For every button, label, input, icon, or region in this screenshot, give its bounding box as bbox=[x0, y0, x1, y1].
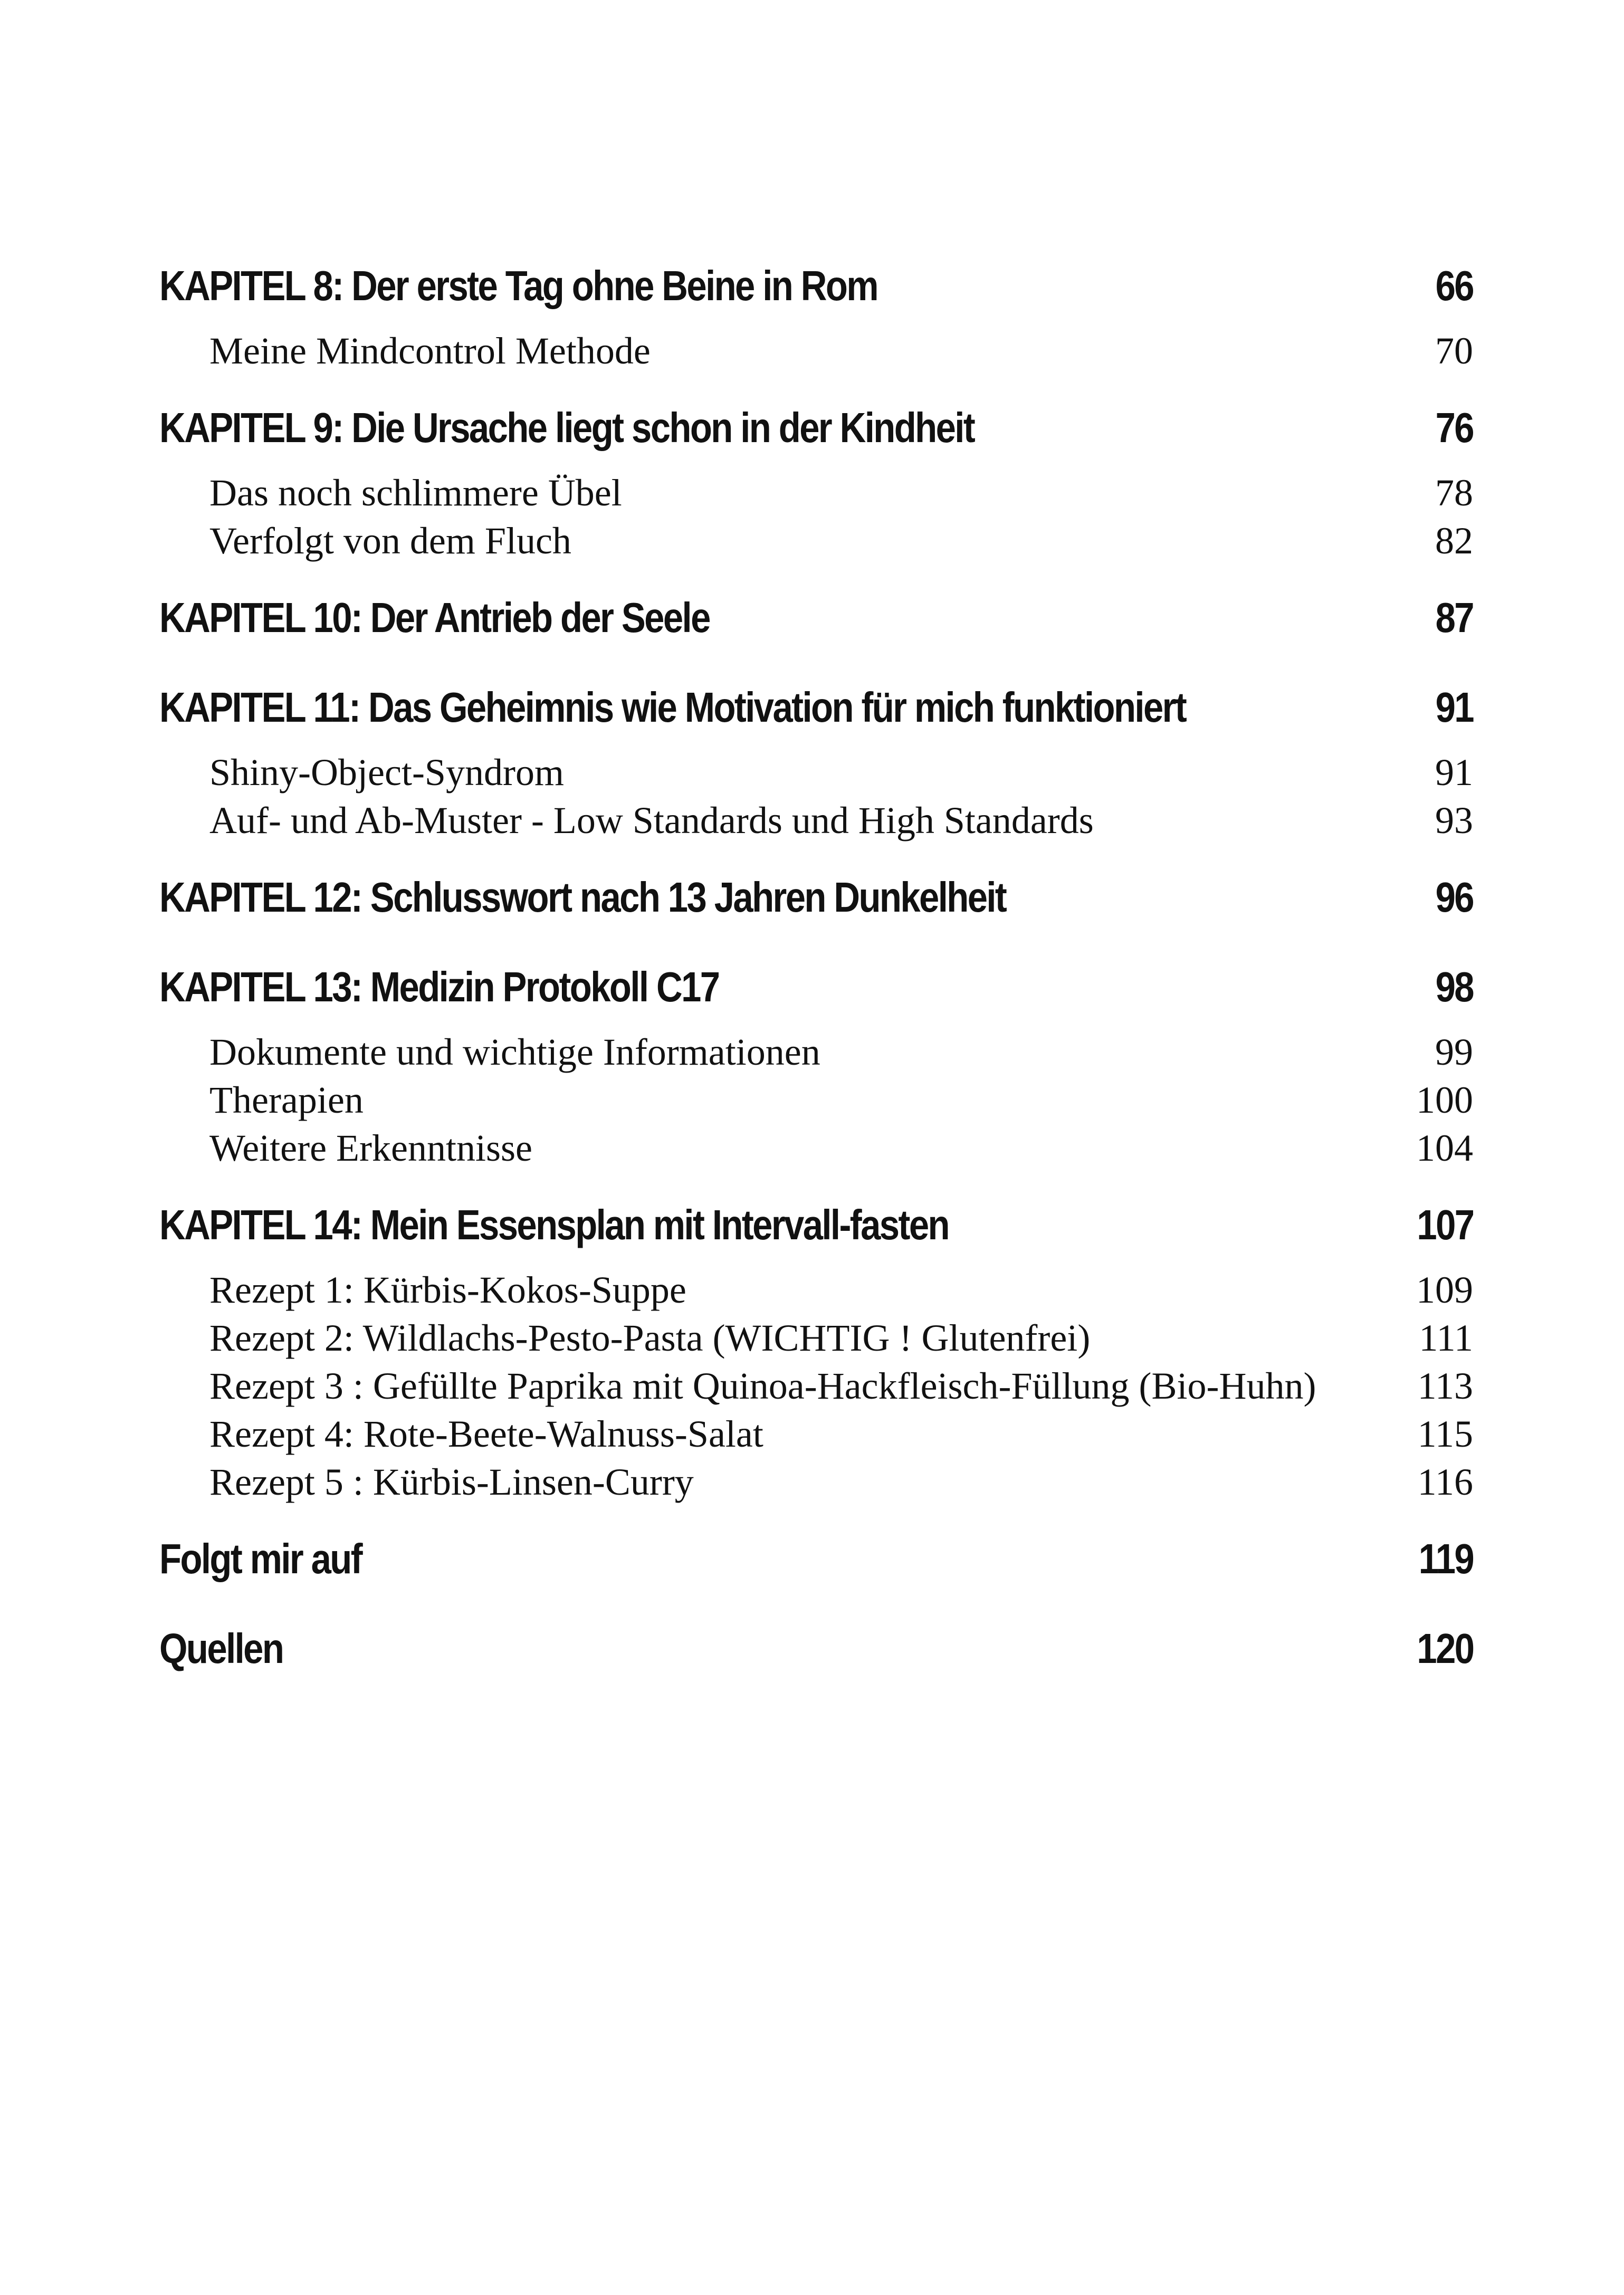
subsection-page-number: 99 bbox=[1435, 1031, 1473, 1073]
toc-chapter-entry[interactable] bbox=[159, 249, 1473, 323]
toc-subsection-entry[interactable] bbox=[159, 327, 1473, 375]
toc-subsection-entry[interactable] bbox=[159, 749, 1473, 797]
subsection-list bbox=[159, 465, 1473, 581]
subsection-page-number: 111 bbox=[1419, 1317, 1473, 1359]
subsection-title: Das noch schlimmere Übel bbox=[209, 472, 622, 514]
table-of-contents bbox=[159, 249, 1473, 1686]
subsection-page-number: 70 bbox=[1435, 330, 1473, 372]
chapter-title: KAPITEL 14: Mein Essensplan mit Intervall-fasten bbox=[159, 1201, 949, 1248]
spacer bbox=[159, 1596, 1473, 1612]
subsection-title: Shiny-Object-Syndrom bbox=[209, 751, 564, 793]
subsection-page-number: 116 bbox=[1417, 1461, 1473, 1503]
chapter-page-number: 107 bbox=[1416, 1201, 1473, 1248]
subsection-title: Verfolgt von dem Fluch bbox=[209, 520, 571, 562]
toc-chapter-entry[interactable] bbox=[159, 1188, 1473, 1262]
spacer bbox=[159, 655, 1473, 671]
chapter-title: KAPITEL 9: Die Ursache liegt schon in der Kindheit bbox=[159, 404, 975, 451]
chapter-page-number: 120 bbox=[1416, 1625, 1473, 1672]
toc-subsection-entry[interactable] bbox=[159, 469, 1473, 517]
chapter-page-number: 96 bbox=[1435, 874, 1473, 921]
toc-chapter-entry[interactable] bbox=[159, 581, 1473, 655]
toc-subsection-entry[interactable] bbox=[159, 1410, 1473, 1458]
chapter-page-number: 66 bbox=[1435, 262, 1473, 309]
toc-subsection-entry[interactable] bbox=[159, 1458, 1473, 1506]
subsection-title: Rezept 5 : Kürbis-Linsen-Curry bbox=[209, 1461, 694, 1503]
subsection-page-number: 109 bbox=[1416, 1269, 1473, 1311]
toc-subsection-entry[interactable] bbox=[159, 1362, 1473, 1410]
chapter-page-number: 76 bbox=[1435, 404, 1473, 451]
toc-subsection-entry[interactable] bbox=[159, 1076, 1473, 1124]
toc-subsection-entry[interactable] bbox=[159, 1028, 1473, 1076]
chapter-page-number: 119 bbox=[1418, 1535, 1473, 1582]
spacer bbox=[159, 934, 1473, 950]
toc-chapter-entry[interactable] bbox=[159, 1612, 1473, 1686]
chapter-page-number: 91 bbox=[1435, 684, 1473, 731]
subsection-title: Rezept 3 : Gefüllte Paprika mit Quinoa-Hackfleisch-Füllung (Bio-Huhn) bbox=[209, 1365, 1316, 1407]
subsection-page-number: 91 bbox=[1435, 751, 1473, 793]
toc-subsection-entry[interactable] bbox=[159, 517, 1473, 565]
subsection-page-number: 113 bbox=[1417, 1365, 1473, 1407]
subsection-list bbox=[159, 744, 1473, 860]
chapter-title: KAPITEL 12: Schlusswort nach 13 Jahren Dunkelheit bbox=[159, 874, 1006, 921]
toc-chapter-entry[interactable] bbox=[159, 671, 1473, 744]
subsection-title: Rezept 4: Rote-Beete-Walnuss-Salat bbox=[209, 1413, 763, 1455]
chapter-page-number: 98 bbox=[1435, 963, 1473, 1010]
subsection-title: Dokumente und wichtige Informationen bbox=[209, 1031, 820, 1073]
chapter-title: Quellen bbox=[159, 1625, 283, 1672]
toc-chapter-entry[interactable] bbox=[159, 950, 1473, 1024]
subsection-title: Therapien bbox=[209, 1079, 364, 1121]
subsection-title: Weitere Erkenntnisse bbox=[209, 1127, 532, 1169]
chapter-title: KAPITEL 13: Medizin Protokoll C17 bbox=[159, 963, 719, 1010]
subsection-title: Rezept 2: Wildlachs-Pesto-Pasta (WICHTIG ! Glutenfrei) bbox=[209, 1317, 1091, 1359]
subsection-page-number: 93 bbox=[1435, 799, 1473, 842]
chapter-page-number: 87 bbox=[1435, 594, 1473, 641]
toc-subsection-entry[interactable] bbox=[159, 1314, 1473, 1362]
toc-chapter-entry[interactable] bbox=[159, 391, 1473, 465]
subsection-page-number: 82 bbox=[1435, 520, 1473, 562]
subsection-page-number: 78 bbox=[1435, 472, 1473, 514]
toc-subsection-entry[interactable] bbox=[159, 1124, 1473, 1172]
toc-subsection-entry[interactable] bbox=[159, 797, 1473, 845]
toc-chapter-entry[interactable] bbox=[159, 860, 1473, 934]
subsection-list bbox=[159, 323, 1473, 391]
subsection-title: Rezept 1: Kürbis-Kokos-Suppe bbox=[209, 1269, 686, 1311]
subsection-page-number: 104 bbox=[1416, 1127, 1473, 1169]
subsection-list bbox=[159, 1024, 1473, 1188]
subsection-list bbox=[159, 1262, 1473, 1522]
toc-chapter-entry[interactable] bbox=[159, 1522, 1473, 1596]
subsection-title: Meine Mindcontrol Methode bbox=[209, 330, 651, 372]
chapter-title: KAPITEL 10: Der Antrieb der Seele bbox=[159, 594, 710, 641]
subsection-page-number: 115 bbox=[1417, 1413, 1473, 1455]
chapter-title: KAPITEL 8: Der erste Tag ohne Beine in Rom bbox=[159, 262, 877, 309]
chapter-title: KAPITEL 11: Das Geheimnis wie Motivation für mich funktioniert bbox=[159, 684, 1186, 731]
chapter-title: Folgt mir auf bbox=[159, 1535, 362, 1582]
subsection-page-number: 100 bbox=[1416, 1079, 1473, 1121]
subsection-title: Auf- und Ab-Muster - Low Standards und High Standards bbox=[209, 799, 1094, 842]
toc-subsection-entry[interactable] bbox=[159, 1266, 1473, 1314]
